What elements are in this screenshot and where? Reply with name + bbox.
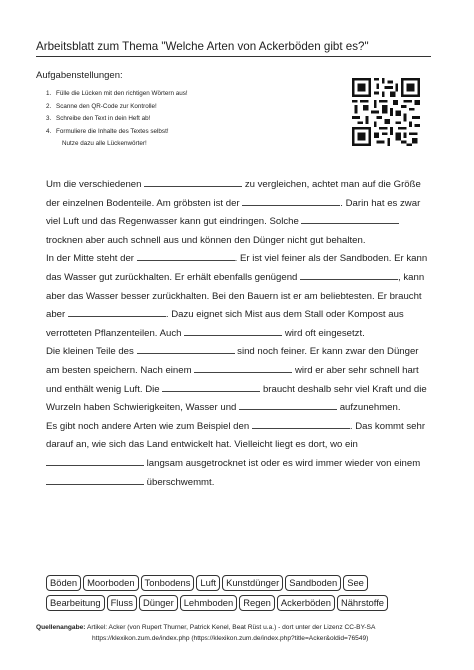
source-note xyxy=(36,622,440,644)
gap-field[interactable] xyxy=(239,400,337,410)
word-chip[interactable]: Fluss xyxy=(107,595,137,611)
gap-field[interactable] xyxy=(162,382,260,392)
word-chip[interactable]: Luft xyxy=(196,575,220,591)
word-chip[interactable]: Regen xyxy=(239,595,275,611)
word-chip[interactable]: Böden xyxy=(46,575,81,591)
word-chip[interactable]: Lehmboden xyxy=(180,595,238,611)
word-chip[interactable]: Kunstdünger xyxy=(222,575,283,591)
worksheet-title: Arbeitsblatt zum Thema "Welche Arten von Ackerböden gibt es?" xyxy=(36,40,369,53)
word-bank-row-2 xyxy=(46,593,446,613)
word-bank xyxy=(46,573,446,613)
task-item: 4. Formuliere die Inhalte des Textes selbst! xyxy=(46,127,169,135)
task-list xyxy=(46,88,188,151)
gap-field[interactable] xyxy=(301,214,399,224)
cloze-text xyxy=(46,176,431,492)
gap-field[interactable] xyxy=(46,475,144,485)
word-chip[interactable]: Tonbodens xyxy=(141,575,195,591)
gap-field[interactable] xyxy=(137,344,235,354)
word-chip[interactable]: See xyxy=(343,575,368,591)
source-line-1: Quellenangabe: Artikel: Acker (von Rupert Thurner, Patrick Kenel, Beat Rüst u.a.) - dort unter der Lizenz CC-BY-SA xyxy=(36,624,376,631)
word-bank-row-1 xyxy=(46,573,446,593)
gap-field[interactable] xyxy=(252,419,350,429)
task-note: Nutze dazu alle Lückenwörter! xyxy=(62,140,147,148)
gap-field[interactable] xyxy=(194,363,292,373)
gap-field[interactable] xyxy=(68,307,166,317)
gap-field[interactable] xyxy=(144,177,242,187)
tasks-heading: Aufgabenstellungen: xyxy=(36,70,123,81)
source-link[interactable]: https://klexikon.zum.de/index.php (https://klexikon.zum.de/index.php?title=Acker&oldid=76549) xyxy=(92,635,369,642)
gap-field[interactable] xyxy=(242,196,340,206)
word-chip[interactable]: Sandboden xyxy=(285,575,341,591)
title-underline xyxy=(36,56,431,57)
word-chip[interactable]: Dünger xyxy=(139,595,178,611)
word-chip[interactable]: Moorboden xyxy=(83,575,138,591)
paragraph-2: In der Mitte steht der . Er ist viel feiner als der Sandboden. Er kann das Wasser gut zurückhalten. Er erhält ebenfalls genügend , kann aber das Wasser besser zurückhalten. Bei den Bauern ist er am beliebtesten. Er braucht aber . Dazu eignet sich Mist aus dem Stall oder Kompost aus verrotteten Pflanzenteilen. Auch wird oft eingesetzt. xyxy=(46,253,428,339)
task-item: 3. Schreibe den Text in dein Heft ab! xyxy=(46,115,151,123)
task-item: 2. Scanne den QR-Code zur Kontrolle! xyxy=(46,102,157,110)
gap-field[interactable] xyxy=(300,270,398,280)
gap-field[interactable] xyxy=(46,456,144,466)
paragraph-1: Um die verschiedenen zu vergleichen, achtet man auf die Größe der einzelnen Bodenteile. Am gröbsten ist der . Darin hat es zwar viel Luft und das Regenwasser kann gut eindringen. Solche trocknen aber auch schnell aus und können den Dünger nicht gut behalten. xyxy=(46,179,421,246)
paragraph-3: Die kleinen Teile des sind noch feiner. Er kann zwar den Dünger am besten speichern. Nach einem wird er aber sehr schnell hart und enthält wenig Luft. Die braucht deshalb sehr viel Kraft und die Wurzeln haben Schwierigkeiten, Wasser und aufzunehmen. xyxy=(46,346,427,414)
gap-field[interactable] xyxy=(137,251,235,261)
gap-field[interactable] xyxy=(184,326,282,336)
word-chip[interactable]: Nährstoffe xyxy=(337,595,388,611)
qr-code[interactable] xyxy=(352,78,420,146)
paragraph-4: Es gibt noch andere Arten wie zum Beispiel den . Das kommt sehr darauf an, wie sich das Land entwickelt hat. Vielleicht liegt es dort, wo ein langsam ausgetrocknet ist oder es wird immer wieder von einem überschwemmt. xyxy=(46,420,426,488)
word-chip[interactable]: Ackerböden xyxy=(277,595,335,611)
task-item: 1. Fülle die Lücken mit den richtigen Wörtern aus! xyxy=(46,90,188,97)
word-chip[interactable]: Bearbeitung xyxy=(46,595,105,611)
